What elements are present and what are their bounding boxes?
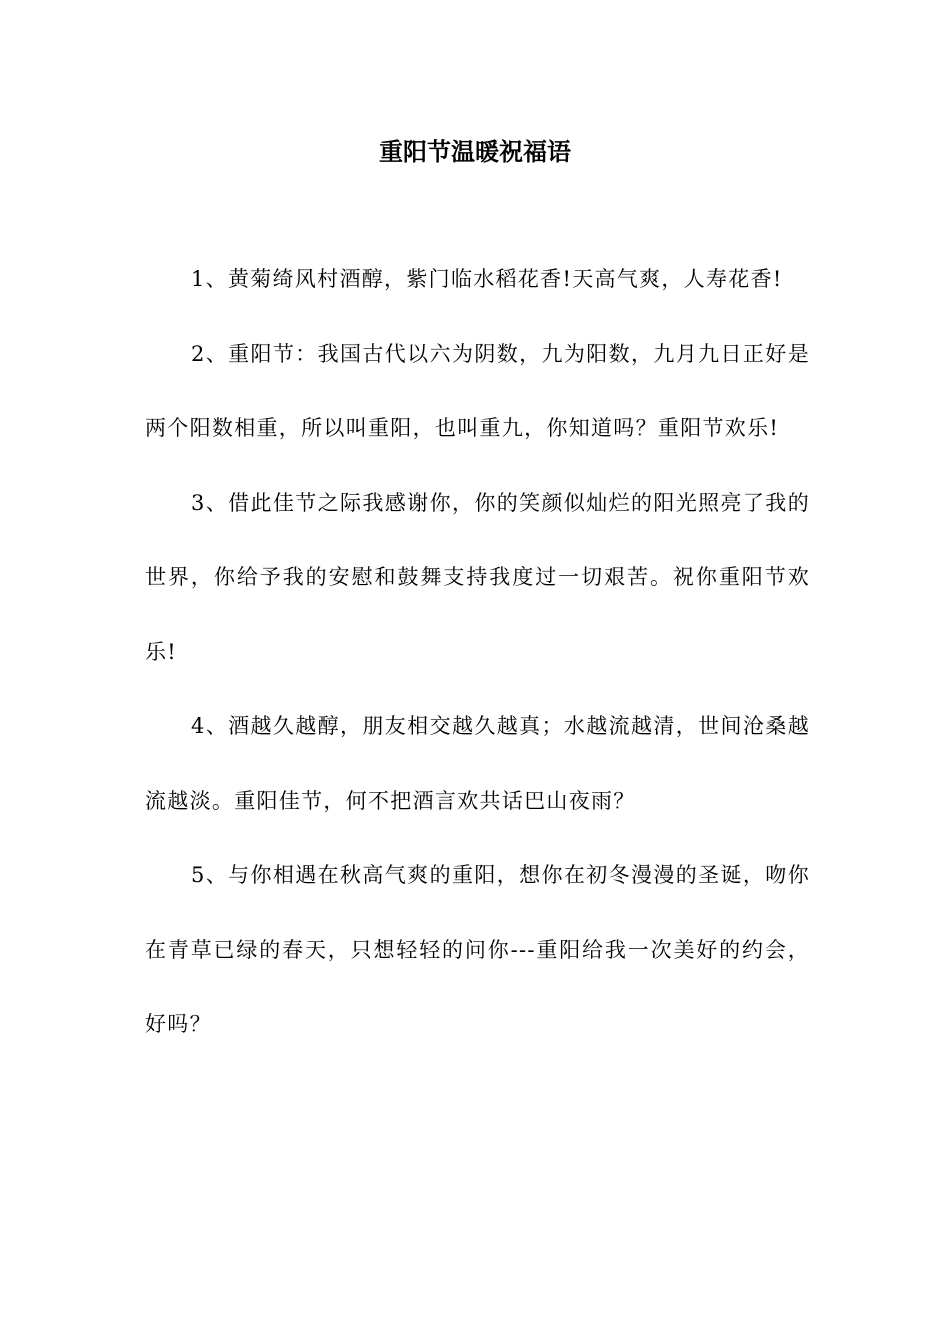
paragraph-3: 3、借此佳节之际我感谢你，你的笑颜似灿烂的阳光照亮了我的世界，你给予我的安慰和鼓舞支持我度过一切艰苦。祝你重阳节欢乐! <box>145 490 810 664</box>
paragraph-2: 2、重阳节：我国古代以六为阴数，九为阳数，九月九日正好是两个阳数相重，所以叫重阳，也叫重九，你知道吗？重阳节欢乐! <box>145 341 810 440</box>
paragraph-5: 5、与你相遇在秋高气爽的重阳，想你在初冬漫漫的圣诞，吻你在青草已绿的春天，只想轻轻的问你---重阳给我一次美好的约会，好吗？ <box>145 863 810 1036</box>
paragraph-1: 1、黄菊绮风村酒醇，紫门临水稻花香!天高气爽，人寿花香! <box>191 267 783 291</box>
paragraph-4: 4、酒越久越醇，朋友相交越久越真；水越流越清，世间沧桑越流越淡。重阳佳节，何不把酒言欢共话巴山夜雨？ <box>145 714 810 813</box>
document-body <box>145 242 810 1062</box>
page-title: 重阳节温暖祝福语 <box>379 137 571 166</box>
